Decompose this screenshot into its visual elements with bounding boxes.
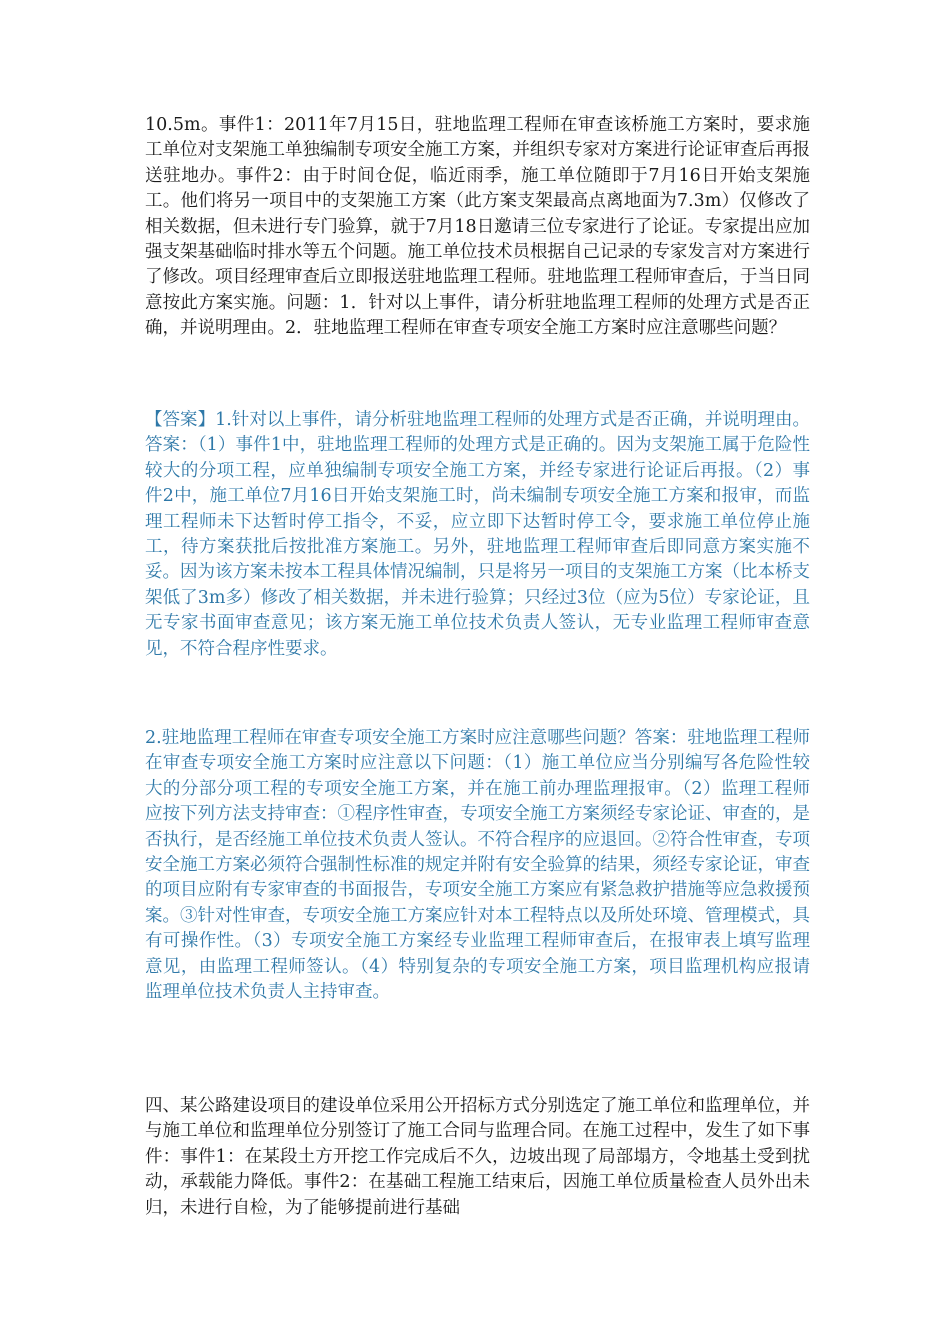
question-paragraph-4: 四、某公路建设项目的建设单位采用公开招标方式分别选定了施工单位和监理单位，并与施工单位和监理单位分别签订了施工合同与监理合同。在施工过程中，发生了如下事件：事件1：在某段土方开挖工作完成后不久，边坡出现了局部塌方，令地基土受到扰动，承载能力降低。事件2：在基础工程施工结束后，因施工单位质量检查人员外出未归，未进行自检，为了能够提前进行基础: [145, 1096, 810, 1218]
question-paragraph: 10.5m。事件1：2011年7月15日，驻地监理工程师在审查该桥施工方案时，要求施工单位对支架施工单独编制专项安全施工方案，并组织专家对方案进行论证审查后再报送驻地办。事件2：由于时间仓促，临近雨季，施工单位随即于7月16日开始支架施工。他们将另一项目中的支架施工方案（此方案支架最高点离地面为7.3m）仅修改了相关数据，但未进行专门验算，就于7月18日邀请三位专家进行了论证。专家提出应加强支架基础临时排水等五个问题。施工单位技术员根据自己记录的专家发言对方案进行了修改。项目经理审查后立即报送驻地监理工程师。驻地监理工程师审查后，于当日同意按此方案实施。问题：1．针对以上事件，请分析驻地监理工程师的处理方式是否正确，并说明理由。2．驻地监理工程师在审查专项安全施工方案时应注意哪些问题？: [145, 115, 810, 339]
answer-paragraph-2: 2.驻地监理工程师在审查专项安全施工方案时应注意哪些问题？答案：驻地监理工程师在审查专项安全施工方案时应注意以下问题：（1）施工单位应当分别编写各危险性较大的分部分项工程的专项安全施工方案，并在施工前办理监理报审。（2）监理工程师应按下列方法支持审查：①程序性审查，专项安全施工方案须经专家论证、审查的，是否执行，是否经施工单位技术负责人签认。不符合程序的应退回。②符合性审查，专项安全施工方案必须符合强制性标准的规定并附有安全验算的结果，须经专家论证，审查的项目应附有专家审查的书面报告，专项安全施工方案应有紧急救护措施等应急救援预案。③针对性审查，专项安全施工方案应针对本工程特点以及所处环境、管理模式，具有可操作性。（3）专项安全施工方案经专业监理工程师审查后，在报审表上填写监理意见，由监理工程师签认。（4）特别复杂的专项安全施工方案，项目监理机构应报请监理单位技术负责人主持审查。: [145, 728, 810, 1003]
answer-paragraph-1: 【答案】1.针对以上事件，请分析驻地监理工程师的处理方式是否正确，并说明理由。答案：（1）事件1中，驻地监理工程师的处理方式是正确的。因为支架施工属于危险性较大的分项工程，应单独编制专项安全施工方案，并经专家进行论证后再报。（2）事件2中，施工单位7月16日开始支架施工时，尚未编制专项安全施工方案和报审，而监理工程师未下达暂时停工指令，不妥，应立即下达暂时停工令，要求施工单位停止施工，待方案获批后按批准方案施工。另外，驻地监理工程师审查后即同意方案实施不妥。因为该方案未按本工程具体情况编制，只是将另一项目的支架施工方案（比本桥支架低了3m多）修改了相关数据，并未进行验算；只经过3位（应为5位）专家论证，且无专家书面审查意见；该方案无施工单位技术负责人签认，无专业监理工程师审查意见，不符合程序性要求。: [145, 410, 810, 659]
